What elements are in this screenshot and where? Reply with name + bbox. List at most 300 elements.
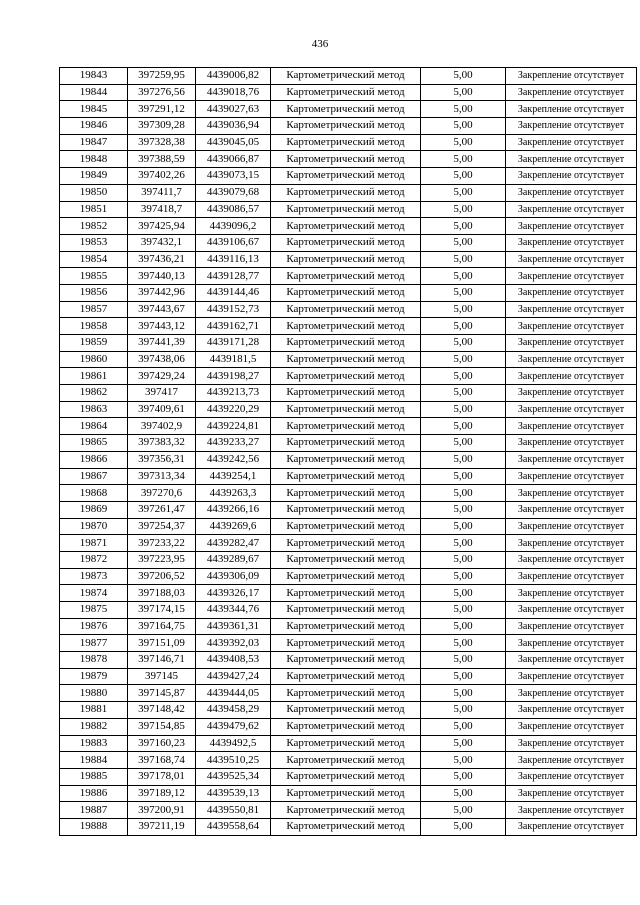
error-cell: 5,00 [421, 501, 506, 518]
y-coordinate-cell: 4439479,62 [196, 718, 271, 735]
fixation-cell: Закрепление отсутствует [506, 184, 637, 201]
error-cell: 5,00 [421, 118, 506, 135]
y-coordinate-cell: 4439550,81 [196, 802, 271, 819]
table-row [60, 702, 637, 719]
table-row [60, 752, 637, 769]
fixation-cell: Закрепление отсутствует [506, 218, 637, 235]
y-coordinate-cell: 4439128,77 [196, 268, 271, 285]
table-row [60, 418, 637, 435]
point-number-cell: 19867 [60, 468, 128, 485]
method-cell: Картометрический метод [271, 335, 421, 352]
table-row [60, 168, 637, 185]
point-number-cell: 19855 [60, 268, 128, 285]
x-coordinate-cell: 397411,7 [128, 184, 196, 201]
fixation-cell: Закрепление отсутствует [506, 768, 637, 785]
table-row [60, 551, 637, 568]
fixation-cell: Закрепление отсутствует [506, 568, 637, 585]
table-row [60, 251, 637, 268]
error-cell: 5,00 [421, 685, 506, 702]
fixation-cell: Закрепление отсутствует [506, 301, 637, 318]
x-coordinate-cell: 397388,59 [128, 151, 196, 168]
y-coordinate-cell: 4439408,53 [196, 652, 271, 669]
point-number-cell: 19874 [60, 585, 128, 602]
y-coordinate-cell: 4439306,09 [196, 568, 271, 585]
point-number-cell: 19847 [60, 134, 128, 151]
y-coordinate-cell: 4439492,5 [196, 735, 271, 752]
fixation-cell: Закрепление отсутствует [506, 652, 637, 669]
point-number-cell: 19853 [60, 234, 128, 251]
table-row [60, 618, 637, 635]
error-cell: 5,00 [421, 401, 506, 418]
y-coordinate-cell: 4439254,1 [196, 468, 271, 485]
point-number-cell: 19876 [60, 618, 128, 635]
fixation-cell: Закрепление отсутствует [506, 618, 637, 635]
x-coordinate-cell: 397309,28 [128, 118, 196, 135]
x-coordinate-cell: 397438,06 [128, 351, 196, 368]
fixation-cell: Закрепление отсутствует [506, 752, 637, 769]
method-cell: Картометрический метод [271, 685, 421, 702]
point-number-cell: 19882 [60, 718, 128, 735]
method-cell: Картометрический метод [271, 385, 421, 402]
method-cell: Картометрический метод [271, 151, 421, 168]
error-cell: 5,00 [421, 301, 506, 318]
x-coordinate-cell: 397259,95 [128, 68, 196, 85]
point-number-cell: 19846 [60, 118, 128, 135]
point-number-cell: 19868 [60, 485, 128, 502]
point-number-cell: 19875 [60, 602, 128, 619]
y-coordinate-cell: 4439458,29 [196, 702, 271, 719]
y-coordinate-cell: 4439018,76 [196, 84, 271, 101]
table-row [60, 301, 637, 318]
fixation-cell: Закрепление отсутствует [506, 118, 637, 135]
table-row [60, 802, 637, 819]
error-cell: 5,00 [421, 618, 506, 635]
fixation-cell: Закрепление отсутствует [506, 418, 637, 435]
y-coordinate-cell: 4439086,57 [196, 201, 271, 218]
fixation-cell: Закрепление отсутствует [506, 84, 637, 101]
table-row [60, 735, 637, 752]
fixation-cell: Закрепление отсутствует [506, 635, 637, 652]
method-cell: Картометрический метод [271, 418, 421, 435]
method-cell: Картометрический метод [271, 668, 421, 685]
table-row [60, 351, 637, 368]
y-coordinate-cell: 4439233,27 [196, 435, 271, 452]
point-number-cell: 19880 [60, 685, 128, 702]
point-number-cell: 19869 [60, 501, 128, 518]
y-coordinate-cell: 4439116,13 [196, 251, 271, 268]
point-number-cell: 19850 [60, 184, 128, 201]
fixation-cell: Закрепление отсутствует [506, 535, 637, 552]
error-cell: 5,00 [421, 652, 506, 669]
x-coordinate-cell: 397164,75 [128, 618, 196, 635]
method-cell: Картометрический метод [271, 602, 421, 619]
method-cell: Картометрический метод [271, 401, 421, 418]
table-row [60, 535, 637, 552]
x-coordinate-cell: 397425,94 [128, 218, 196, 235]
table-row [60, 234, 637, 251]
table-row [60, 318, 637, 335]
table-row [60, 485, 637, 502]
error-cell: 5,00 [421, 752, 506, 769]
point-number-cell: 19862 [60, 385, 128, 402]
x-coordinate-cell: 397261,47 [128, 501, 196, 518]
y-coordinate-cell: 4439242,56 [196, 451, 271, 468]
x-coordinate-cell: 397417 [128, 385, 196, 402]
y-coordinate-cell: 4439525,34 [196, 768, 271, 785]
table-row [60, 101, 637, 118]
fixation-cell: Закрепление отсутствует [506, 251, 637, 268]
error-cell: 5,00 [421, 818, 506, 835]
x-coordinate-cell: 397188,03 [128, 585, 196, 602]
y-coordinate-cell: 4439144,46 [196, 284, 271, 301]
method-cell: Картометрический метод [271, 435, 421, 452]
table-row [60, 602, 637, 619]
error-cell: 5,00 [421, 668, 506, 685]
method-cell: Картометрический метод [271, 501, 421, 518]
point-number-cell: 19870 [60, 518, 128, 535]
x-coordinate-cell: 397178,01 [128, 768, 196, 785]
fixation-cell: Закрепление отсутствует [506, 401, 637, 418]
fixation-cell: Закрепление отсутствует [506, 201, 637, 218]
table-row [60, 184, 637, 201]
point-number-cell: 19843 [60, 68, 128, 85]
method-cell: Картометрический метод [271, 84, 421, 101]
x-coordinate-cell: 397211,19 [128, 818, 196, 835]
y-coordinate-cell: 4439539,13 [196, 785, 271, 802]
x-coordinate-cell: 397328,38 [128, 134, 196, 151]
fixation-cell: Закрепление отсутствует [506, 351, 637, 368]
fixation-cell: Закрепление отсутствует [506, 168, 637, 185]
y-coordinate-cell: 4439444,05 [196, 685, 271, 702]
point-number-cell: 19864 [60, 418, 128, 435]
error-cell: 5,00 [421, 785, 506, 802]
method-cell: Картометрический метод [271, 518, 421, 535]
error-cell: 5,00 [421, 468, 506, 485]
point-number-cell: 19860 [60, 351, 128, 368]
table-row [60, 768, 637, 785]
table-row [60, 585, 637, 602]
point-number-cell: 19851 [60, 201, 128, 218]
table-row [60, 385, 637, 402]
x-coordinate-cell: 397200,91 [128, 802, 196, 819]
table-row [60, 218, 637, 235]
x-coordinate-cell: 397168,74 [128, 752, 196, 769]
point-number-cell: 19848 [60, 151, 128, 168]
y-coordinate-cell: 4439198,27 [196, 368, 271, 385]
point-number-cell: 19888 [60, 818, 128, 835]
x-coordinate-cell: 397442,96 [128, 284, 196, 301]
x-coordinate-cell: 397145 [128, 668, 196, 685]
error-cell: 5,00 [421, 551, 506, 568]
method-cell: Картометрический метод [271, 101, 421, 118]
table-row [60, 284, 637, 301]
point-number-cell: 19863 [60, 401, 128, 418]
y-coordinate-cell: 4439392,03 [196, 635, 271, 652]
method-cell: Картометрический метод [271, 752, 421, 769]
error-cell: 5,00 [421, 351, 506, 368]
x-coordinate-cell: 397223,95 [128, 551, 196, 568]
method-cell: Картометрический метод [271, 268, 421, 285]
error-cell: 5,00 [421, 151, 506, 168]
method-cell: Картометрический метод [271, 802, 421, 819]
x-coordinate-cell: 397254,37 [128, 518, 196, 535]
point-number-cell: 19884 [60, 752, 128, 769]
table-row [60, 451, 637, 468]
error-cell: 5,00 [421, 168, 506, 185]
x-coordinate-cell: 397313,34 [128, 468, 196, 485]
error-cell: 5,00 [421, 268, 506, 285]
x-coordinate-cell: 397154,85 [128, 718, 196, 735]
point-number-cell: 19849 [60, 168, 128, 185]
error-cell: 5,00 [421, 251, 506, 268]
fixation-cell: Закрепление отсутствует [506, 485, 637, 502]
method-cell: Картометрический метод [271, 218, 421, 235]
error-cell: 5,00 [421, 284, 506, 301]
y-coordinate-cell: 4439326,17 [196, 585, 271, 602]
fixation-cell: Закрепление отсутствует [506, 785, 637, 802]
fixation-cell: Закрепление отсутствует [506, 818, 637, 835]
point-number-cell: 19854 [60, 251, 128, 268]
x-coordinate-cell: 397270,6 [128, 485, 196, 502]
y-coordinate-cell: 4439266,16 [196, 501, 271, 518]
method-cell: Картометрический метод [271, 301, 421, 318]
table-row [60, 401, 637, 418]
x-coordinate-cell: 397383,32 [128, 435, 196, 452]
y-coordinate-cell: 4439510,25 [196, 752, 271, 769]
point-number-cell: 19887 [60, 802, 128, 819]
page-number: 436 [311, 38, 329, 50]
x-coordinate-cell: 397409,61 [128, 401, 196, 418]
fixation-cell: Закрепление отсутствует [506, 518, 637, 535]
fixation-cell: Закрепление отсутствует [506, 718, 637, 735]
error-cell: 5,00 [421, 335, 506, 352]
table-row [60, 201, 637, 218]
error-cell: 5,00 [421, 101, 506, 118]
fixation-cell: Закрепление отсутствует [506, 735, 637, 752]
fixation-cell: Закрепление отсутствует [506, 451, 637, 468]
y-coordinate-cell: 4439213,73 [196, 385, 271, 402]
table-row [60, 118, 637, 135]
point-number-cell: 19858 [60, 318, 128, 335]
table-row [60, 84, 637, 101]
fixation-cell: Закрепление отсутствует [506, 335, 637, 352]
y-coordinate-cell: 4439066,87 [196, 151, 271, 168]
fixation-cell: Закрепление отсутствует [506, 802, 637, 819]
table-row [60, 468, 637, 485]
y-coordinate-cell: 4439289,67 [196, 551, 271, 568]
error-cell: 5,00 [421, 802, 506, 819]
y-coordinate-cell: 4439079,68 [196, 184, 271, 201]
error-cell: 5,00 [421, 768, 506, 785]
method-cell: Картометрический метод [271, 284, 421, 301]
error-cell: 5,00 [421, 451, 506, 468]
method-cell: Картометрический метод [271, 168, 421, 185]
table-row [60, 134, 637, 151]
fixation-cell: Закрепление отсутствует [506, 551, 637, 568]
point-number-cell: 19865 [60, 435, 128, 452]
fixation-cell: Закрепление отсутствует [506, 385, 637, 402]
point-number-cell: 19856 [60, 284, 128, 301]
method-cell: Картометрический метод [271, 485, 421, 502]
error-cell: 5,00 [421, 68, 506, 85]
error-cell: 5,00 [421, 385, 506, 402]
x-coordinate-cell: 397402,26 [128, 168, 196, 185]
table-row [60, 335, 637, 352]
table-row [60, 568, 637, 585]
table-row [60, 635, 637, 652]
x-coordinate-cell: 397441,39 [128, 335, 196, 352]
x-coordinate-cell: 397206,52 [128, 568, 196, 585]
y-coordinate-cell: 4439220,29 [196, 401, 271, 418]
table-row [60, 501, 637, 518]
method-cell: Картометрический метод [271, 585, 421, 602]
y-coordinate-cell: 4439224,81 [196, 418, 271, 435]
error-cell: 5,00 [421, 702, 506, 719]
fixation-cell: Закрепление отсутствует [506, 234, 637, 251]
point-number-cell: 19866 [60, 451, 128, 468]
point-number-cell: 19885 [60, 768, 128, 785]
method-cell: Картометрический метод [271, 118, 421, 135]
point-number-cell: 19857 [60, 301, 128, 318]
coordinates-table-body [60, 68, 637, 836]
y-coordinate-cell: 4439269,6 [196, 518, 271, 535]
x-coordinate-cell: 397356,31 [128, 451, 196, 468]
table-row [60, 151, 637, 168]
error-cell: 5,00 [421, 318, 506, 335]
error-cell: 5,00 [421, 518, 506, 535]
error-cell: 5,00 [421, 602, 506, 619]
x-coordinate-cell: 397432,1 [128, 234, 196, 251]
point-number-cell: 19859 [60, 335, 128, 352]
y-coordinate-cell: 4439263,3 [196, 485, 271, 502]
fixation-cell: Закрепление отсутствует [506, 602, 637, 619]
table-row [60, 818, 637, 835]
point-number-cell: 19871 [60, 535, 128, 552]
x-coordinate-cell: 397418,7 [128, 201, 196, 218]
error-cell: 5,00 [421, 234, 506, 251]
table-row [60, 368, 637, 385]
fixation-cell: Закрепление отсутствует [506, 151, 637, 168]
error-cell: 5,00 [421, 84, 506, 101]
x-coordinate-cell: 397291,12 [128, 101, 196, 118]
point-number-cell: 19883 [60, 735, 128, 752]
table-row [60, 518, 637, 535]
point-number-cell: 19845 [60, 101, 128, 118]
point-number-cell: 19881 [60, 702, 128, 719]
y-coordinate-cell: 4439027,63 [196, 101, 271, 118]
method-cell: Картометрический метод [271, 568, 421, 585]
table-row [60, 668, 637, 685]
method-cell: Картометрический метод [271, 785, 421, 802]
y-coordinate-cell: 4439344,76 [196, 602, 271, 619]
method-cell: Картометрический метод [271, 652, 421, 669]
x-coordinate-cell: 397160,23 [128, 735, 196, 752]
method-cell: Картометрический метод [271, 134, 421, 151]
y-coordinate-cell: 4439558,64 [196, 818, 271, 835]
error-cell: 5,00 [421, 535, 506, 552]
method-cell: Картометрический метод [271, 702, 421, 719]
y-coordinate-cell: 4439162,71 [196, 318, 271, 335]
method-cell: Картометрический метод [271, 551, 421, 568]
y-coordinate-cell: 4439073,15 [196, 168, 271, 185]
error-cell: 5,00 [421, 134, 506, 151]
x-coordinate-cell: 397443,12 [128, 318, 196, 335]
point-number-cell: 19852 [60, 218, 128, 235]
point-number-cell: 19878 [60, 652, 128, 669]
point-number-cell: 19873 [60, 568, 128, 585]
fixation-cell: Закрепление отсутствует [506, 68, 637, 85]
table-row [60, 718, 637, 735]
y-coordinate-cell: 4439006,82 [196, 68, 271, 85]
method-cell: Картометрический метод [271, 818, 421, 835]
error-cell: 5,00 [421, 201, 506, 218]
method-cell: Картометрический метод [271, 618, 421, 635]
x-coordinate-cell: 397146,71 [128, 652, 196, 669]
y-coordinate-cell: 4439427,24 [196, 668, 271, 685]
table-row [60, 435, 637, 452]
y-coordinate-cell: 4439045,05 [196, 134, 271, 151]
error-cell: 5,00 [421, 218, 506, 235]
fixation-cell: Закрепление отсутствует [506, 702, 637, 719]
method-cell: Картометрический метод [271, 318, 421, 335]
fixation-cell: Закрепление отсутствует [506, 101, 637, 118]
method-cell: Картометрический метод [271, 234, 421, 251]
fixation-cell: Закрепление отсутствует [506, 468, 637, 485]
error-cell: 5,00 [421, 418, 506, 435]
fixation-cell: Закрепление отсутствует [506, 501, 637, 518]
y-coordinate-cell: 4439096,2 [196, 218, 271, 235]
point-number-cell: 19844 [60, 84, 128, 101]
x-coordinate-cell: 397436,21 [128, 251, 196, 268]
method-cell: Картометрический метод [271, 768, 421, 785]
error-cell: 5,00 [421, 368, 506, 385]
method-cell: Картометрический метод [271, 184, 421, 201]
x-coordinate-cell: 397145,87 [128, 685, 196, 702]
method-cell: Картометрический метод [271, 468, 421, 485]
table-row [60, 685, 637, 702]
point-number-cell: 19879 [60, 668, 128, 685]
method-cell: Картометрический метод [271, 251, 421, 268]
x-coordinate-cell: 397402,9 [128, 418, 196, 435]
error-cell: 5,00 [421, 485, 506, 502]
error-cell: 5,00 [421, 568, 506, 585]
fixation-cell: Закрепление отсутствует [506, 268, 637, 285]
fixation-cell: Закрепление отсутствует [506, 368, 637, 385]
fixation-cell: Закрепление отсутствует [506, 284, 637, 301]
table-row [60, 68, 637, 85]
point-number-cell: 19872 [60, 551, 128, 568]
x-coordinate-cell: 397151,09 [128, 635, 196, 652]
method-cell: Картометрический метод [271, 718, 421, 735]
table-row [60, 268, 637, 285]
method-cell: Картометрический метод [271, 201, 421, 218]
fixation-cell: Закрепление отсутствует [506, 685, 637, 702]
fixation-cell: Закрепление отсутствует [506, 318, 637, 335]
y-coordinate-cell: 4439361,31 [196, 618, 271, 635]
table-row [60, 785, 637, 802]
method-cell: Картометрический метод [271, 68, 421, 85]
error-cell: 5,00 [421, 635, 506, 652]
fixation-cell: Закрепление отсутствует [506, 134, 637, 151]
y-coordinate-cell: 4439282,47 [196, 535, 271, 552]
method-cell: Картометрический метод [271, 735, 421, 752]
error-cell: 5,00 [421, 718, 506, 735]
y-coordinate-cell: 4439152,73 [196, 301, 271, 318]
x-coordinate-cell: 397189,12 [128, 785, 196, 802]
table-row [60, 652, 637, 669]
x-coordinate-cell: 397429,24 [128, 368, 196, 385]
x-coordinate-cell: 397148,42 [128, 702, 196, 719]
